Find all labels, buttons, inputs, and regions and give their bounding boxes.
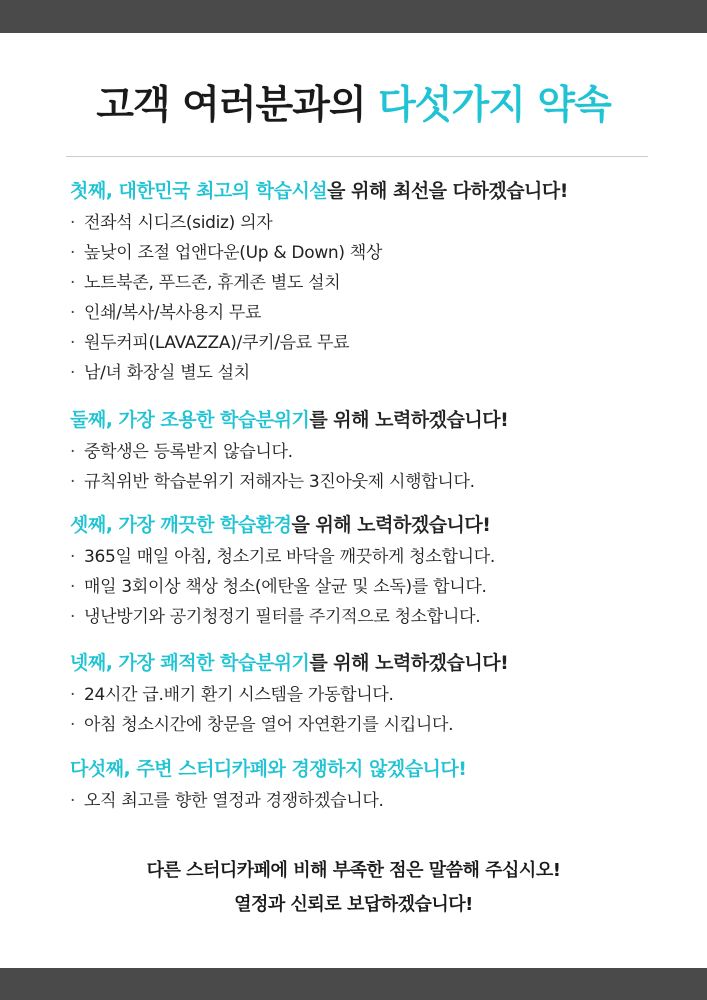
- title-part-2: 다섯가지 약속: [378, 83, 611, 128]
- top-bar: [0, 0, 707, 33]
- section-heading-rest: 을 위해 최선을 다하겠습니다!: [327, 180, 568, 202]
- bullet-icon: ·: [70, 243, 76, 263]
- section-list: [70, 680, 670, 740]
- section-heading: [70, 650, 670, 676]
- section-heading: [70, 407, 670, 433]
- bullet-icon: ·: [70, 213, 76, 233]
- section-2: [70, 407, 670, 497]
- title-part-1: 고객 여러분과의: [96, 83, 366, 128]
- list-item: · 인쇄/복사/복사용지 무료: [70, 298, 670, 328]
- bullet-icon: ·: [70, 577, 76, 597]
- section-heading-accent: 다섯째, 주변 스터디카페와 경쟁하지 않겠습니다!: [70, 758, 467, 780]
- section-heading-accent: 셋째, 가장 깨끗한 학습환경: [70, 514, 292, 536]
- section-list: [70, 437, 670, 497]
- section-heading-accent: 둘째, 가장 조용한 학습분위기: [70, 409, 310, 431]
- closing-message: [0, 854, 707, 922]
- list-item: · 365일 매일 아침, 청소기로 바닥을 깨끗하게 청소합니다.: [70, 542, 670, 572]
- bullet-icon: ·: [70, 333, 76, 353]
- section-1: [70, 178, 670, 388]
- list-item: · 남/녀 화장실 별도 설치: [70, 358, 670, 388]
- list-item: · 매일 3회이상 책상 청소(에탄올 살균 및 소독)를 합니다.: [70, 572, 670, 602]
- list-item: · 냉난방기와 공기청정기 필터를 주기적으로 청소합니다.: [70, 602, 670, 632]
- bullet-icon: ·: [70, 685, 76, 705]
- bullet-icon: ·: [70, 607, 76, 627]
- section-heading-rest: 을 위해 노력하겠습니다!: [291, 514, 491, 536]
- list-item: · 아침 청소시간에 창문을 열어 자연환기를 시킵니다.: [70, 710, 670, 740]
- closing-line-1: 다른 스터디카페에 비해 부족한 점은 말씀해 주십시오!: [146, 860, 561, 881]
- section-heading-accent: 첫째, 대한민국 최고의 학습시설: [70, 180, 328, 202]
- bullet-icon: ·: [70, 363, 76, 383]
- list-item: · 24시간 급.배기 환기 시스템을 가동합니다.: [70, 680, 670, 710]
- section-heading: [70, 756, 670, 782]
- bullet-icon: ·: [70, 715, 76, 735]
- bottom-bar: [0, 968, 707, 1000]
- section-heading-accent: 넷째, 가장 쾌적한 학습분위기: [70, 652, 310, 674]
- section-list: [70, 786, 670, 816]
- list-item: · 오직 최고를 향한 열정과 경쟁하겠습니다.: [70, 786, 670, 816]
- list-item: · 노트북존, 푸드존, 휴게존 별도 설치: [70, 268, 670, 298]
- section-list: [70, 208, 670, 388]
- section-3: [70, 512, 670, 632]
- list-item: · 중학생은 등록받지 않습니다.: [70, 437, 670, 467]
- bullet-icon: ·: [70, 303, 76, 323]
- page-title: [0, 80, 707, 132]
- bullet-icon: ·: [70, 273, 76, 293]
- bullet-icon: ·: [70, 791, 76, 811]
- section-heading: [70, 512, 670, 538]
- section-heading-rest: 를 위해 노력하겠습니다!: [309, 409, 509, 431]
- bullet-icon: ·: [70, 547, 76, 567]
- closing-line-2: 열정과 신뢰로 보답하겠습니다!: [234, 894, 473, 915]
- section-list: [70, 542, 670, 632]
- section-heading: [70, 178, 670, 204]
- list-item: · 높낮이 조절 업앤다운(Up & Down) 책상: [70, 238, 670, 268]
- list-item: · 규칙위반 학습분위기 저해자는 3진아웃제 시행합니다.: [70, 467, 670, 497]
- section-heading-rest: 를 위해 노력하겠습니다!: [309, 652, 509, 674]
- bullet-icon: ·: [70, 472, 76, 492]
- section-4: [70, 650, 670, 740]
- divider: [66, 156, 648, 157]
- section-5: [70, 756, 670, 816]
- list-item: · 원두커피(LAVAZZA)/쿠키/음료 무료: [70, 328, 670, 358]
- list-item: · 전좌석 시디즈(sidiz) 의자: [70, 208, 670, 238]
- bullet-icon: ·: [70, 442, 76, 462]
